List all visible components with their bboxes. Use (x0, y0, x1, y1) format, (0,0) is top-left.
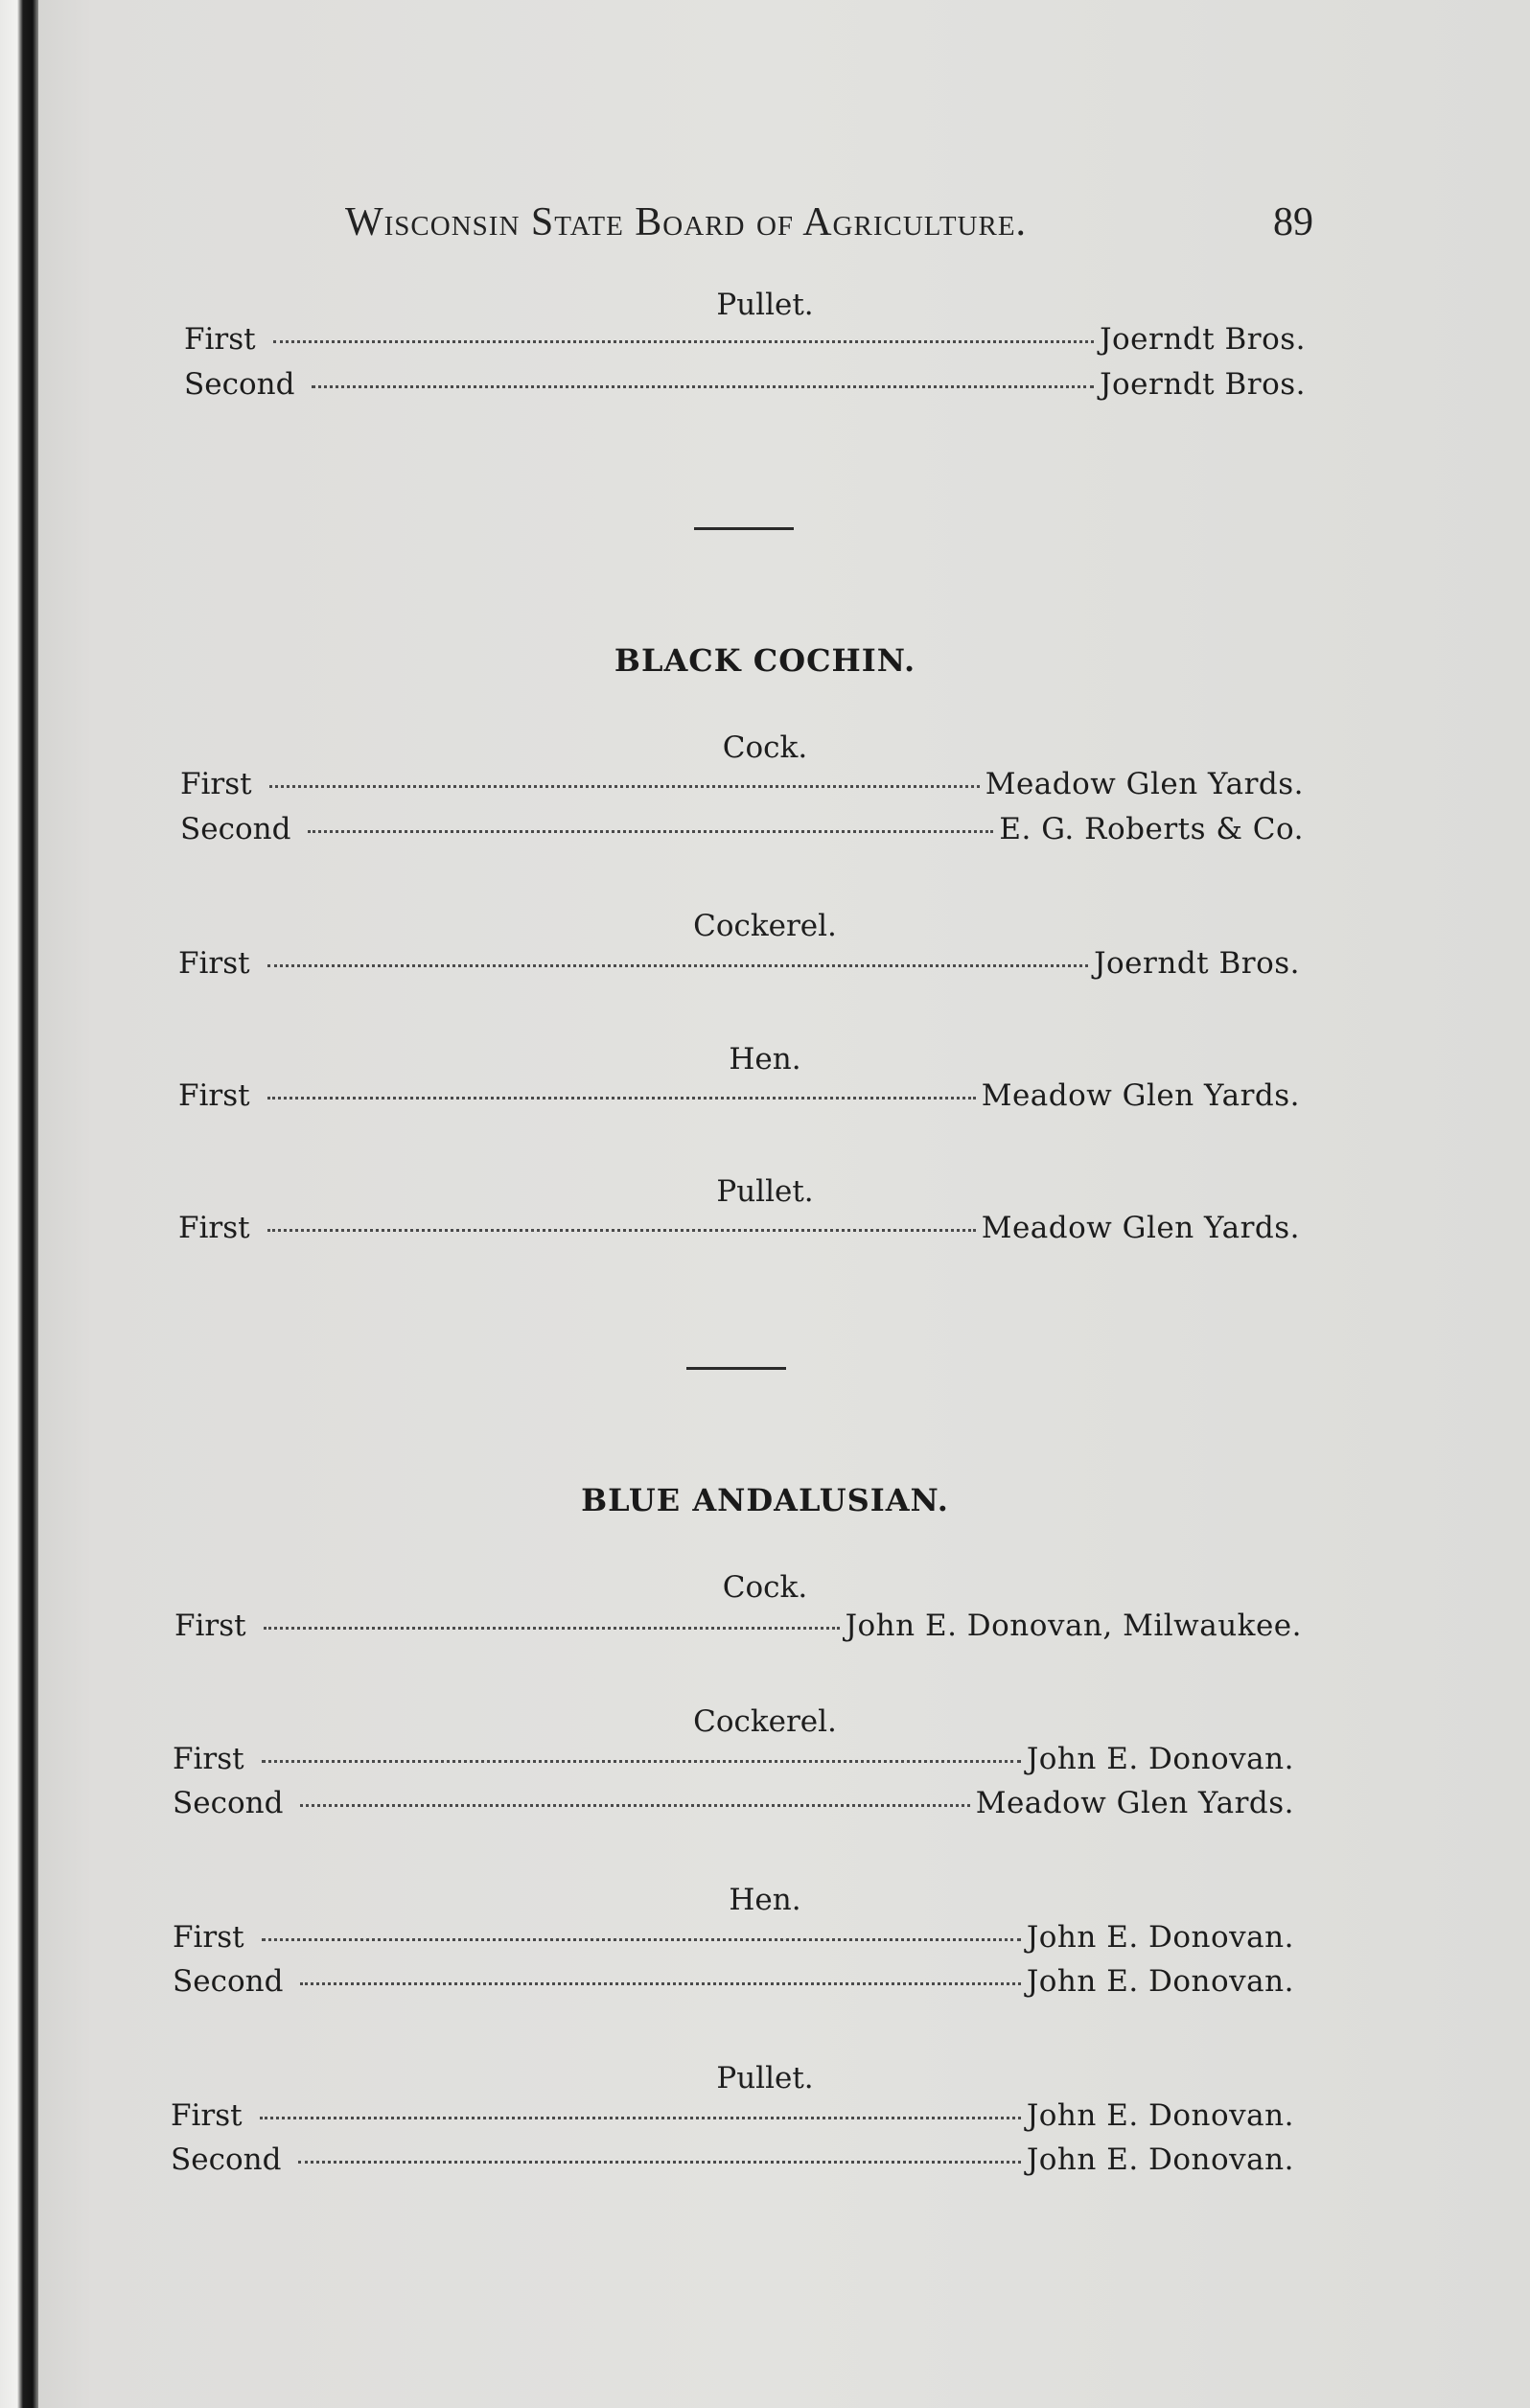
award-winner: John E. Donovan. (1026, 1920, 1294, 1955)
dot-leader (264, 1606, 840, 1630)
award-winner: Meadow Glen Yards. (981, 1211, 1300, 1245)
award-place: Second (173, 1964, 284, 1999)
award-entry (184, 367, 1306, 402)
class-heading: Cockerel. (693, 1704, 837, 1739)
class-heading: Pullet. (716, 1174, 814, 1209)
running-title: Wisconsin State Board of Agriculture. (345, 200, 1028, 244)
award-place: First (178, 946, 250, 981)
award-winner: John E. Donovan. (1026, 1964, 1294, 1999)
award-winner: Meadow Glen Yards. (975, 1786, 1294, 1820)
award-winner: E. G. Roberts & Co. (999, 812, 1304, 846)
breed-heading: BLACK COCHIN. (614, 642, 916, 679)
class-heading: Cock. (722, 730, 808, 765)
award-winner: John E. Donovan. (1026, 2142, 1294, 2177)
award-winner: John E. Donovan. (1026, 1742, 1294, 1776)
dot-leader (262, 1917, 1021, 1941)
award-entry (178, 946, 1300, 981)
section-divider (686, 1367, 786, 1370)
award-place: First (174, 1609, 246, 1643)
award-place: First (173, 1920, 244, 1955)
award-place: Second (171, 2142, 282, 2177)
class-heading: Pullet. (716, 288, 814, 322)
award-winner: Joerndt Bros. (1100, 322, 1306, 357)
award-place: First (178, 1078, 250, 1113)
award-place: First (178, 1211, 250, 1245)
dot-leader (267, 943, 1088, 967)
award-entry (173, 1920, 1294, 1955)
dot-leader (300, 1961, 1020, 1985)
award-entry (180, 767, 1304, 801)
award-entry (173, 1964, 1294, 1999)
dot-leader (267, 1076, 976, 1100)
award-entry (184, 322, 1306, 357)
award-winner: Meadow Glen Yards. (985, 767, 1304, 801)
class-heading: Hen. (729, 1042, 801, 1077)
award-place: First (180, 767, 252, 801)
award-place: Second (180, 812, 291, 846)
class-heading: Hen. (729, 1883, 801, 1917)
award-place: Second (184, 367, 295, 402)
page-number: 89 (1273, 200, 1313, 244)
award-place: First (171, 2098, 243, 2133)
dot-leader (312, 364, 1094, 388)
award-entry (174, 1609, 1302, 1643)
award-entry (180, 812, 1304, 846)
dot-leader (298, 2140, 1020, 2164)
award-entry (171, 2098, 1294, 2133)
award-winner: Meadow Glen Yards. (981, 1078, 1300, 1113)
award-entry (173, 1742, 1294, 1776)
class-heading: Pullet. (716, 2061, 814, 2095)
breed-heading: BLUE ANDALUSIAN. (581, 1482, 949, 1518)
award-winner: John E. Donovan. (1026, 2098, 1294, 2133)
award-place: Second (173, 1786, 284, 1820)
dot-leader (262, 1739, 1021, 1763)
dot-leader (260, 2095, 1021, 2119)
award-entry (173, 1786, 1294, 1820)
class-heading: Cock. (722, 1570, 808, 1605)
dot-leader (267, 1208, 976, 1232)
award-entry (171, 2142, 1294, 2177)
section-divider (694, 527, 794, 530)
award-winner: John E. Donovan, Milwaukee. (845, 1609, 1302, 1643)
dot-leader (308, 809, 993, 833)
award-winner: Joerndt Bros. (1100, 367, 1306, 402)
dot-leader (273, 319, 1094, 343)
award-entry (178, 1211, 1300, 1245)
page-header (345, 199, 1313, 257)
class-heading: Cockerel. (693, 909, 837, 943)
dot-leader (269, 764, 980, 788)
award-place: First (184, 322, 256, 357)
dot-leader (300, 1783, 969, 1807)
award-place: First (173, 1742, 244, 1776)
award-entry (178, 1078, 1300, 1113)
award-winner: Joerndt Bros. (1094, 946, 1300, 981)
